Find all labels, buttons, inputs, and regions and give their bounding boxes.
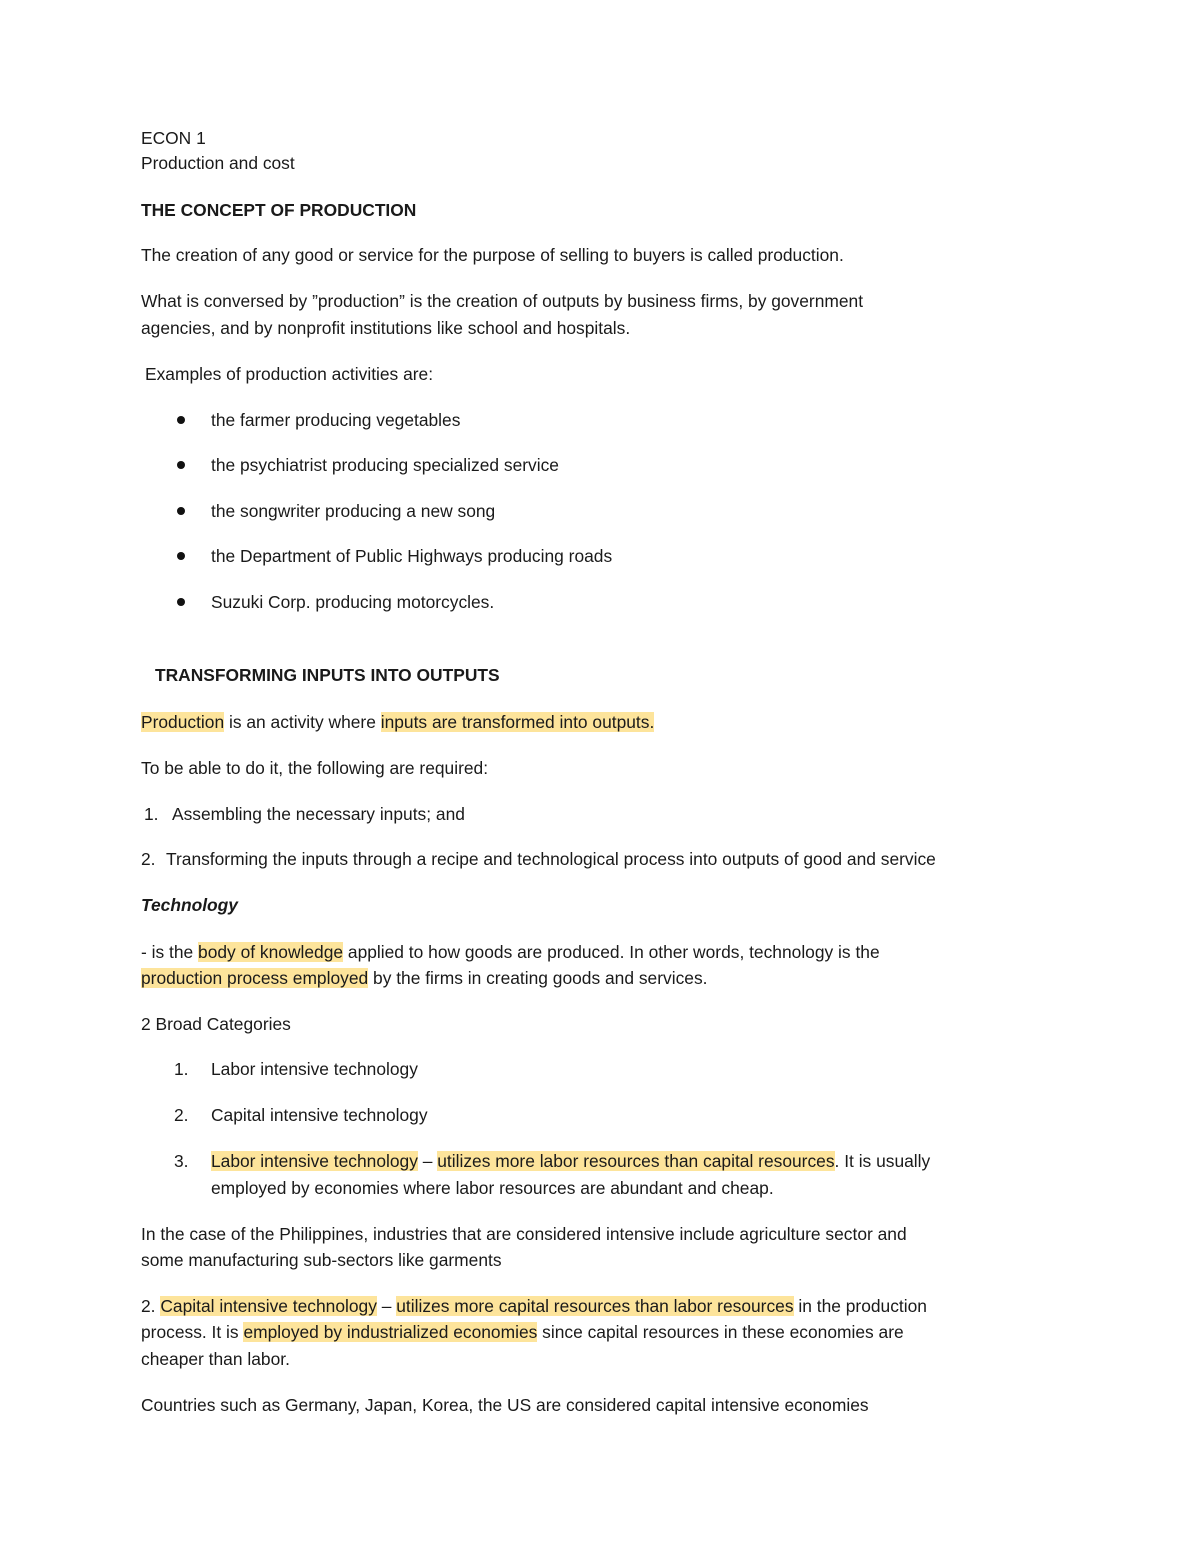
bullet-icon — [177, 461, 185, 469]
bullet-icon — [177, 416, 185, 424]
list-number: 2. — [141, 849, 156, 869]
list-text: Transforming the inputs through a recipe and technological process into outputs of good and service — [166, 849, 936, 869]
text-run: since capital resources in these economies are — [537, 1322, 904, 1342]
capital-line-3: cheaper than labor. — [141, 1349, 290, 1369]
highlight-production: Production — [141, 712, 225, 732]
topic-title: Production and cost — [141, 153, 295, 173]
required-item-2 — [141, 846, 936, 872]
list-item: the psychiatrist producing specialized service — [211, 455, 559, 475]
technology-line-2 — [141, 965, 707, 991]
conversed-line-1: What is conversed by ”production” is the creation of outputs by business firms, by government — [141, 291, 864, 311]
highlight-capital-intensive: Capital intensive technology — [160, 1296, 377, 1316]
list-text: Capital intensive technology — [211, 1105, 428, 1125]
highlight-capital-definition: utilizes more capital resources than labor resources — [396, 1296, 794, 1316]
capital-line-1 — [141, 1293, 927, 1319]
required-item-1 — [144, 801, 465, 827]
category-item-3-cont: employed by economies where labor resources are abundant and cheap. — [211, 1178, 774, 1198]
highlight-production-process: production process employed — [141, 968, 369, 988]
list-number: 2. — [174, 1105, 189, 1125]
philippines-line-1: In the case of the Philippines, industries that are considered intensive include agriculture sector and — [141, 1224, 907, 1244]
definition-paragraph: The creation of any good or service for the purpose of selling to buyers is called production. — [141, 245, 844, 265]
list-item: the farmer producing vegetables — [211, 410, 461, 430]
list-number: 1. — [144, 804, 159, 824]
highlight-industrialized: employed by industrialized economies — [243, 1322, 538, 1342]
list-item: the Department of Public Highways producing roads — [211, 546, 613, 566]
category-item-2 — [174, 1102, 428, 1128]
list-number: 3. — [174, 1151, 189, 1171]
list-item: Suzuki Corp. producing motorcycles. — [211, 592, 495, 612]
text-run: process. It is — [141, 1322, 244, 1342]
highlight-labor-intensive: Labor intensive technology — [211, 1151, 418, 1171]
highlight-labor-definition: utilizes more labor resources than capital resources — [437, 1151, 835, 1171]
text-run: . It is usually — [834, 1151, 931, 1171]
examples-intro: Examples of production activities are: — [145, 364, 434, 384]
technology-line-1 — [141, 939, 880, 965]
text-run: – — [376, 1296, 397, 1316]
philippines-line-2: some manufacturing sub-sectors like garments — [141, 1250, 502, 1270]
highlight-inputs-transformed: inputs are transformed into outputs. — [380, 712, 655, 732]
text-run: applied to how goods are produced. In other words, technology is the — [343, 942, 880, 962]
category-item-3 — [174, 1148, 930, 1174]
capital-line-2 — [141, 1319, 904, 1345]
required-intro: To be able to do it, the following are required: — [141, 758, 489, 778]
text-run: by the firms in creating goods and services. — [368, 968, 708, 988]
production-paragraph — [141, 709, 654, 735]
course-code: ECON 1 — [141, 128, 206, 148]
bullet-icon — [177, 552, 185, 560]
highlight-body-of-knowledge: body of knowledge — [198, 942, 344, 962]
list-number: 1. — [174, 1059, 189, 1079]
text-run: - is the — [141, 942, 199, 962]
text-run: in the production — [793, 1296, 927, 1316]
heading-technology: Technology — [141, 895, 238, 915]
bullet-icon — [177, 598, 185, 606]
list-number: 2. — [141, 1296, 156, 1316]
bullet-icon — [177, 507, 185, 515]
heading-concept: THE CONCEPT OF PRODUCTION — [141, 200, 417, 220]
list-text: Assembling the necessary inputs; and — [172, 804, 465, 824]
text-run: is an activity where — [224, 712, 381, 732]
category-item-1 — [174, 1056, 418, 1082]
list-text: Labor intensive technology — [211, 1059, 418, 1079]
broad-categories-intro: 2 Broad Categories — [141, 1014, 291, 1034]
conversed-line-2: agencies, and by nonprofit institutions like school and hospitals. — [141, 318, 631, 338]
heading-transform: TRANSFORMING INPUTS INTO OUTPUTS — [155, 665, 500, 685]
list-item: the songwriter producing a new song — [211, 501, 496, 521]
countries-paragraph: Countries such as Germany, Japan, Korea, the US are considered capital intensive economies — [141, 1395, 869, 1415]
text-run: – — [417, 1151, 438, 1171]
